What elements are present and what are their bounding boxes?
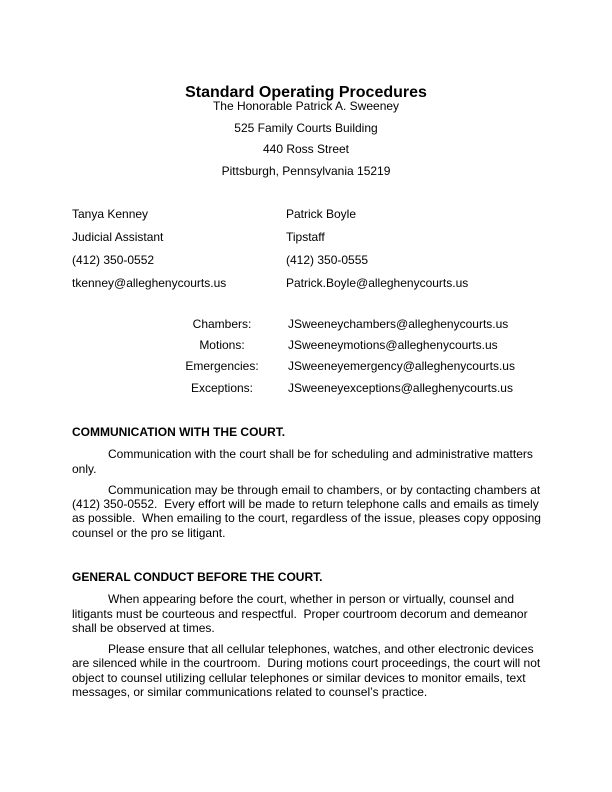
section-paragraph: Communication may be through email to chambers, or by contacting chambers at (412) 350-0552. Every effort will be made to return telephone calls and emails as timely as possible. When emailing to the court, regardless of the issue, pleases copy opposing counsel or the pro se litigant. — [72, 482, 545, 540]
contact-phone: (412) 350-0552 — [72, 253, 155, 267]
judge-name-line: The Honorable Patrick A. Sweeney — [212, 99, 400, 113]
chambers-email-directory — [72, 314, 543, 399]
email-label: Motions: — [199, 338, 245, 353]
email-row-chambers — [72, 314, 543, 335]
city-line: Pittsburgh, Pennsylvania 15219 — [221, 163, 391, 178]
document-title: Standard Operating Procedures — [185, 83, 427, 101]
section-paragraph: Please ensure that all cellular telephones, watches, and other electronic devices are silenced while in the courtroom. During motions court proceedings, the court will not object to counsel utilizing cellular telephones or similar devices to monitor emails, text messages, or similar communications related to counsel’s practice. — [72, 642, 544, 700]
contact-email: tkenney@alleghenycourts.us — [72, 276, 227, 290]
document-subheader — [0, 96, 612, 182]
email-row-emergencies — [72, 356, 543, 377]
section-communication-with-the-court — [72, 425, 543, 547]
email-address: JSweeneymotions@alleghenycourts.us — [288, 338, 498, 353]
email-address: JSweeneyexceptions@alleghenycourts.us — [288, 380, 513, 395]
building-line: 525 Family Courts Building — [234, 120, 378, 135]
section-general-conduct-before-the-court — [72, 570, 543, 706]
section-paragraph: Communication with the court shall be for scheduling and administrative matters only. — [72, 447, 537, 476]
contact-name: Tanya Kenney — [72, 207, 149, 221]
street-line: 440 Ross Street — [262, 142, 350, 156]
email-label: Emergencies: — [185, 359, 259, 374]
contact-phone: (412) 350-0555 — [286, 253, 369, 267]
contact-email: Patrick.Boyle@alleghenycourts.us — [286, 276, 469, 290]
email-address: JSweeneyemergency@alleghenycourts.us — [288, 359, 515, 374]
email-row-motions — [72, 335, 543, 356]
email-label: Chambers: — [192, 317, 252, 331]
contact-name: Patrick Boyle — [286, 207, 357, 221]
email-address: JSweeneychambers@alleghenycourts.us — [288, 317, 509, 331]
contact-role: Judicial Assistant — [72, 230, 164, 244]
section-heading: COMMUNICATION WITH THE COURT. — [72, 425, 286, 439]
staff-contacts — [72, 203, 543, 295]
section-heading: GENERAL CONDUCT BEFORE THE COURT. — [72, 570, 323, 584]
contact-card-tipstaff — [286, 203, 500, 295]
section-paragraph: When appearing before the court, whether in person or virtually, counsel and litigants must be courteous and respectful. Proper courtroom decorum and demeanor shall be observed at times. — [72, 592, 531, 635]
contact-role: Tipstaff — [286, 230, 325, 244]
email-label: Exceptions: — [190, 380, 254, 395]
contact-card-judicial-assistant — [72, 203, 286, 295]
email-row-exceptions — [72, 378, 543, 399]
